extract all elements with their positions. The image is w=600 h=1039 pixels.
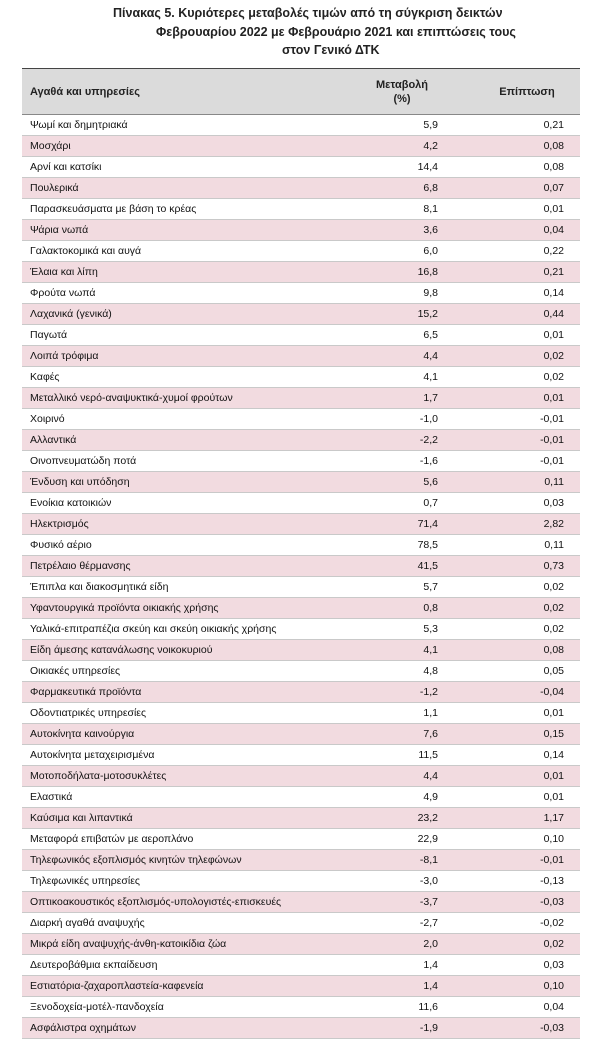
row-change-value: 0,7: [423, 497, 438, 509]
row-impact-value: 0,02: [543, 371, 564, 383]
table-row: [22, 451, 580, 472]
row-impact-value: -0,02: [540, 917, 564, 929]
row-change-value: 5,9: [423, 119, 438, 131]
row-impact-value: -0,01: [540, 455, 564, 467]
row-item-name: Χοιρινό: [30, 413, 65, 425]
row-impact-value: 0,10: [543, 980, 564, 992]
row-item-name: Πουλερικά: [30, 182, 79, 194]
table-row: [22, 472, 580, 493]
row-impact-value: 2,82: [543, 518, 564, 530]
row-item-name: Τηλεφωνικές υπηρεσίες: [30, 875, 140, 887]
table-row: [22, 157, 580, 178]
table-row: [22, 283, 580, 304]
table-row: [22, 934, 580, 955]
row-item-name: Έπιπλα και διακοσμητικά είδη: [30, 581, 169, 593]
table-row: [22, 514, 580, 535]
row-impact-value: -0,03: [540, 1022, 564, 1034]
row-item-name: Οπτικοακουστικός εξοπλισμός-υπολογιστές-επισκευές: [30, 896, 282, 908]
row-impact-value: -0,04: [540, 686, 564, 698]
row-change-value: 6,0: [423, 245, 438, 257]
row-change-value: 41,5: [417, 560, 438, 572]
row-item-name: Ξενοδοχεία-μοτέλ-πανδοχεία: [30, 1001, 164, 1013]
table-row: [22, 577, 580, 598]
row-change-value: -3,0: [419, 875, 438, 887]
row-impact-value: 0,08: [543, 161, 564, 173]
table-row: [22, 766, 580, 787]
row-change-value: 1,7: [423, 392, 438, 404]
row-change-value: 23,2: [417, 812, 438, 824]
table-row: [22, 787, 580, 808]
table-row: [22, 682, 580, 703]
row-item-name: Μεταφορά επιβατών με αεροπλάνο: [30, 833, 194, 845]
row-impact-value: 0,44: [543, 308, 564, 320]
row-item-name: Λαχανικά (γενικά): [30, 308, 112, 320]
row-change-value: -3,7: [419, 896, 438, 908]
row-item-name: Παγωτά: [30, 329, 68, 341]
price-changes-table: [22, 68, 580, 1039]
table-row: [22, 598, 580, 619]
row-change-value: 11,6: [418, 1001, 438, 1013]
row-change-value: 78,5: [417, 539, 438, 551]
row-change-value: 4,4: [423, 770, 438, 782]
row-change-value: 2,0: [423, 938, 438, 950]
row-change-value: 4,1: [423, 644, 438, 656]
table-row: [22, 640, 580, 661]
row-impact-value: 0,14: [543, 749, 564, 761]
row-change-value: 4,1: [423, 371, 438, 383]
table-row: [22, 388, 580, 409]
row-change-value: 1,4: [423, 959, 438, 971]
table-row: [22, 703, 580, 724]
row-impact-value: 0,10: [543, 833, 564, 845]
table-title-line-3: στον Γενικό ΔΤΚ: [282, 43, 380, 57]
table-row: [22, 745, 580, 766]
row-change-value: -1,6: [419, 455, 438, 467]
table-row: [22, 325, 580, 346]
row-change-value: 4,8: [423, 665, 438, 677]
row-item-name: Έλαια και λίπη: [30, 266, 98, 278]
table-row: [22, 220, 580, 241]
table-row: [22, 892, 580, 913]
row-impact-value: 0,22: [543, 245, 564, 257]
row-change-value: -2,2: [419, 434, 438, 446]
table-header: [22, 69, 580, 115]
row-item-name: Οινοπνευματώδη ποτά: [30, 455, 137, 467]
row-impact-value: 0,02: [543, 938, 564, 950]
row-item-name: Είδη άμεσης κατανάλωσης νοικοκυριού: [30, 644, 213, 656]
row-change-value: 6,5: [423, 329, 438, 341]
table-row: [22, 955, 580, 976]
row-item-name: Μοτοποδήλατα-μοτοσυκλέτες: [30, 770, 167, 782]
row-change-value: 8,1: [423, 203, 438, 215]
row-impact-value: 0,04: [543, 1001, 564, 1013]
row-impact-value: 0,21: [543, 119, 564, 131]
row-impact-value: 1,17: [543, 812, 564, 824]
row-item-name: Αλλαντικά: [30, 434, 77, 446]
row-impact-value: 0,21: [543, 266, 564, 278]
row-change-value: 71,4: [417, 518, 438, 530]
row-impact-value: 0,15: [543, 728, 564, 740]
row-item-name: Καφές: [30, 371, 60, 383]
table-body: [22, 115, 580, 1039]
row-item-name: Αυτοκίνητα μεταχειρισμένα: [30, 749, 155, 761]
row-change-value: 14,4: [417, 161, 438, 173]
row-impact-value: 0,03: [543, 497, 564, 509]
row-impact-value: -0,01: [540, 854, 564, 866]
row-change-value: -8,1: [419, 854, 438, 866]
table-row: [22, 304, 580, 325]
row-change-value: 5,6: [423, 476, 438, 488]
row-item-name: Οικιακές υπηρεσίες: [30, 665, 121, 677]
row-impact-value: 0,01: [543, 392, 564, 404]
row-item-name: Ψωμί και δημητριακά: [30, 119, 128, 131]
table-row: [22, 430, 580, 451]
row-change-value: 1,4: [423, 980, 438, 992]
table-row: [22, 556, 580, 577]
row-item-name: Δευτεροβάθμια εκπαίδευση: [30, 959, 158, 971]
row-impact-value: 0,07: [543, 182, 564, 194]
row-item-name: Φυσικό αέριο: [30, 539, 92, 551]
row-item-name: Ασφάλιστρα οχημάτων: [30, 1022, 137, 1034]
row-change-value: 9,8: [423, 287, 438, 299]
row-item-name: Μοσχάρι: [30, 140, 71, 152]
row-impact-value: 0,01: [543, 791, 564, 803]
row-change-value: -1,2: [419, 686, 438, 698]
row-impact-value: 0,14: [543, 287, 564, 299]
row-item-name: Λοιπά τρόφιμα: [30, 350, 99, 362]
table-row: [22, 871, 580, 892]
row-impact-value: -0,01: [540, 413, 564, 425]
row-change-value: 11,5: [418, 749, 438, 761]
row-change-value: 4,4: [423, 350, 438, 362]
row-change-value: 5,7: [423, 581, 438, 593]
row-impact-value: 0,11: [544, 539, 564, 551]
row-change-value: 1,1: [423, 707, 438, 719]
header-change-unit: (%): [393, 93, 411, 105]
table-row: [22, 913, 580, 934]
row-change-value: 3,6: [423, 224, 438, 236]
table-row: [22, 976, 580, 997]
row-item-name: Τηλεφωνικός εξοπλισμός κινητών τηλεφώνων: [30, 854, 242, 866]
row-item-name: Παρασκευάσματα με βάση το κρέας: [30, 203, 197, 215]
row-item-name: Καύσιμα και λιπαντικά: [30, 812, 133, 824]
row-impact-value: 0,11: [544, 476, 564, 488]
row-change-value: 15,2: [417, 308, 438, 320]
row-item-name: Ενοίκια κατοικιών: [30, 497, 112, 509]
table-row: [22, 997, 580, 1018]
row-item-name: Πετρέλαιο θέρμανσης: [30, 560, 131, 572]
row-change-value: 4,2: [423, 140, 438, 152]
table-row: [22, 262, 580, 283]
table-row: [22, 136, 580, 157]
row-change-value: -2,7: [419, 917, 438, 929]
row-impact-value: 0,08: [543, 644, 564, 656]
row-impact-value: 0,01: [543, 203, 564, 215]
row-impact-value: 0,02: [543, 602, 564, 614]
table-title-line-2: Φεβρουαρίου 2022 με Φεβρουάριο 2021 και επιπτώσεις τους: [156, 25, 516, 39]
row-item-name: Μικρά είδη αναψυχής-άνθη-κατοικίδια ζώα: [30, 938, 227, 950]
header-change: [362, 78, 442, 106]
row-item-name: Φαρμακευτικά προϊόντα: [30, 686, 142, 698]
table-row: [22, 619, 580, 640]
table-row: [22, 178, 580, 199]
table-row: [22, 661, 580, 682]
row-impact-value: 0,01: [543, 329, 564, 341]
row-impact-value: 0,03: [543, 959, 564, 971]
row-impact-value: 0,01: [543, 770, 564, 782]
table-row: [22, 493, 580, 514]
row-impact-value: -0,13: [540, 875, 564, 887]
row-item-name: Υφαντουργικά προϊόντα οικιακής χρήσης: [30, 602, 219, 614]
row-item-name: Μεταλλικό νερό-αναψυκτικά-χυμοί φρούτων: [30, 392, 233, 404]
table-row: [22, 199, 580, 220]
row-change-value: 4,9: [423, 791, 438, 803]
row-change-value: 16,8: [417, 266, 438, 278]
row-item-name: Εστιατόρια-ζαχαροπλαστεία-καφενεία: [30, 980, 204, 992]
row-impact-value: -0,01: [540, 434, 564, 446]
row-impact-value: -0,03: [540, 896, 564, 908]
table-row: [22, 367, 580, 388]
row-change-value: -1,9: [419, 1022, 438, 1034]
row-item-name: Αυτοκίνητα καινούργια: [30, 728, 135, 740]
row-change-value: 6,8: [423, 182, 438, 194]
row-change-value: -1,0: [419, 413, 438, 425]
table-row: [22, 850, 580, 871]
row-item-name: Γαλακτοκομικά και αυγά: [30, 245, 142, 257]
row-impact-value: 0,01: [543, 707, 564, 719]
header-change-label: Μεταβολή: [375, 79, 429, 91]
table-row: [22, 115, 580, 136]
row-item-name: Αρνί και κατσίκι: [30, 161, 102, 173]
row-item-name: Υαλικά-επιτραπέζια σκεύη και σκεύη οικιακής χρήσης: [30, 623, 277, 635]
row-impact-value: 0,02: [543, 623, 564, 635]
table-row: [22, 346, 580, 367]
row-change-value: 0,8: [423, 602, 438, 614]
row-impact-value: 0,73: [543, 560, 564, 572]
header-goods-services: Αγαθά και υπηρεσίες: [30, 86, 140, 98]
row-item-name: Οδοντιατρικές υπηρεσίες: [30, 707, 147, 719]
row-change-value: 7,6: [423, 728, 438, 740]
table-row: [22, 808, 580, 829]
row-impact-value: 0,02: [543, 350, 564, 362]
table-row: [22, 1018, 580, 1039]
table-row: [22, 829, 580, 850]
row-item-name: Ηλεκτρισμός: [30, 518, 89, 530]
row-impact-value: 0,05: [543, 665, 564, 677]
row-impact-value: 0,02: [543, 581, 564, 593]
row-item-name: Ελαστικά: [30, 791, 73, 803]
row-item-name: Ένδυση και υπόδηση: [30, 476, 130, 488]
table-row: [22, 535, 580, 556]
header-impact: Επίπτωση: [499, 86, 555, 98]
table-row: [22, 409, 580, 430]
table-row: [22, 241, 580, 262]
table-row: [22, 724, 580, 745]
row-item-name: Φρούτα νωπά: [30, 287, 96, 299]
table-title-line-1: Πίνακας 5. Κυριότερες μεταβολές τιμών από τη σύγκριση δεικτών: [113, 6, 503, 20]
row-change-value: 5,3: [423, 623, 438, 635]
row-impact-value: 0,04: [543, 224, 564, 236]
row-item-name: Διαρκή αγαθά αναψυχής: [30, 917, 145, 929]
row-item-name: Ψάρια νωπά: [30, 224, 89, 236]
row-change-value: 22,9: [417, 833, 438, 845]
row-impact-value: 0,08: [543, 140, 564, 152]
